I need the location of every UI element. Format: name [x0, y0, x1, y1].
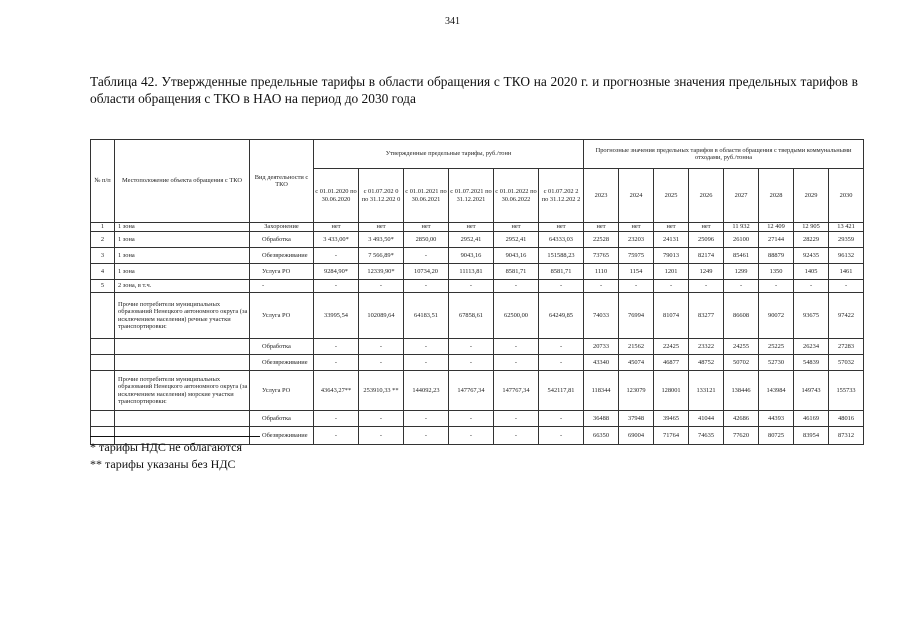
footnotes — [90, 439, 242, 473]
approved-tariff-cell: - — [359, 280, 404, 293]
forecast-tariff-cell: 45074 — [619, 355, 654, 371]
approved-tariff-cell: - — [404, 280, 449, 293]
row-location-cell — [115, 411, 250, 427]
approved-tariff-cell: - — [539, 339, 584, 355]
forecast-tariff-cell: - — [654, 280, 689, 293]
forecast-tariff-cell: - — [584, 280, 619, 293]
row-activity-cell: Захоронение — [250, 223, 314, 232]
forecast-tariff-cell: 27144 — [759, 232, 794, 248]
approved-tariff-cell: - — [359, 355, 404, 371]
header-forecast-year: 2026 — [689, 169, 724, 223]
approved-tariff-cell: нет — [314, 223, 359, 232]
forecast-tariff-cell: 1350 — [759, 264, 794, 280]
header-num: № п/п — [91, 140, 115, 223]
forecast-tariff-cell: 29359 — [829, 232, 864, 248]
forecast-tariff-cell: 118344 — [584, 371, 619, 411]
row-num-cell — [91, 339, 115, 355]
forecast-tariff-cell: 22528 — [584, 232, 619, 248]
forecast-tariff-cell: 71764 — [654, 427, 689, 445]
forecast-tariff-cell: 25225 — [759, 339, 794, 355]
forecast-tariff-cell: 83277 — [689, 293, 724, 339]
approved-tariff-cell: - — [449, 427, 494, 445]
row-activity-cell: Обезвреживание — [250, 427, 314, 445]
forecast-tariff-cell: 57032 — [829, 355, 864, 371]
forecast-tariff-cell: 42686 — [724, 411, 759, 427]
page-number: 341 — [445, 16, 460, 27]
forecast-tariff-cell: 75975 — [619, 248, 654, 264]
approved-tariff-cell: 33995,54 — [314, 293, 359, 339]
table-row — [91, 280, 864, 293]
approved-tariff-cell: нет — [494, 223, 539, 232]
forecast-tariff-cell: 36488 — [584, 411, 619, 427]
approved-tariff-cell: нет — [449, 223, 494, 232]
forecast-tariff-cell: 1461 — [829, 264, 864, 280]
approved-tariff-cell: 9043,16 — [449, 248, 494, 264]
forecast-tariff-cell: 24255 — [724, 339, 759, 355]
forecast-tariff-cell: 1201 — [654, 264, 689, 280]
approved-tariff-cell: 3 433,00* — [314, 232, 359, 248]
row-location-cell: Прочие потребители муниципальных образований Ненецкого автономного округа (за исключением населения) морские участки транспортировки: — [115, 371, 250, 411]
table-row — [91, 264, 864, 280]
forecast-tariff-cell: 69004 — [619, 427, 654, 445]
approved-tariff-cell: - — [404, 248, 449, 264]
forecast-tariff-cell: 77620 — [724, 427, 759, 445]
forecast-tariff-cell: 54839 — [794, 355, 829, 371]
forecast-tariff-cell: 79013 — [654, 248, 689, 264]
forecast-tariff-cell: 11 932 — [724, 223, 759, 232]
footnote-rule — [90, 436, 260, 437]
header-forecast-year: 2027 — [724, 169, 759, 223]
forecast-tariff-cell: 1110 — [584, 264, 619, 280]
forecast-tariff-cell: 80725 — [759, 427, 794, 445]
table-row — [91, 293, 864, 339]
approved-tariff-cell: - — [539, 411, 584, 427]
row-num-cell — [91, 411, 115, 427]
forecast-tariff-cell: 25096 — [689, 232, 724, 248]
row-activity-cell: Услуга РО — [250, 293, 314, 339]
approved-tariff-cell: 102089,64 — [359, 293, 404, 339]
approved-tariff-cell: 3 493,50* — [359, 232, 404, 248]
forecast-tariff-cell: 28229 — [794, 232, 829, 248]
approved-tariff-cell: - — [449, 339, 494, 355]
forecast-tariff-cell: - — [794, 280, 829, 293]
row-num-cell: 1 — [91, 223, 115, 232]
row-activity-cell: Обработка — [250, 339, 314, 355]
approved-tariff-cell: - — [449, 411, 494, 427]
forecast-tariff-cell: 37948 — [619, 411, 654, 427]
forecast-tariff-cell: 87312 — [829, 427, 864, 445]
forecast-tariff-cell: 149743 — [794, 371, 829, 411]
forecast-tariff-cell: 128001 — [654, 371, 689, 411]
header-forecast: Прогнозные значения предельных тарифов в области обращения с твердыми коммунальными отходами, руб./тонна — [584, 140, 864, 169]
forecast-tariff-cell: 1299 — [724, 264, 759, 280]
header-approved-period: с 01.01.2022 по 30.06.2022 — [494, 169, 539, 223]
forecast-tariff-cell: 23322 — [689, 339, 724, 355]
row-activity-cell: - — [250, 280, 314, 293]
forecast-tariff-cell: 92435 — [794, 248, 829, 264]
table-row — [91, 355, 864, 371]
header-activity: Вид деятельности с ТКО — [250, 140, 314, 223]
header-location: Местоположение объекта обращения с ТКО — [115, 140, 250, 223]
forecast-tariff-cell: 23203 — [619, 232, 654, 248]
approved-tariff-cell: - — [359, 339, 404, 355]
approved-tariff-cell: 11113,81 — [449, 264, 494, 280]
row-activity-cell: Обработка — [250, 411, 314, 427]
approved-tariff-cell: 2850,00 — [404, 232, 449, 248]
forecast-tariff-cell: 96132 — [829, 248, 864, 264]
forecast-tariff-cell: 143984 — [759, 371, 794, 411]
row-activity-cell: Услуга РО — [250, 264, 314, 280]
table-row — [91, 411, 864, 427]
forecast-tariff-cell: 155733 — [829, 371, 864, 411]
header-approved-period: с 01.01.2021 по 30.06.2021 — [404, 169, 449, 223]
forecast-tariff-cell: 27283 — [829, 339, 864, 355]
forecast-tariff-cell: 90072 — [759, 293, 794, 339]
approved-tariff-cell: - — [314, 427, 359, 445]
footnote-1: * тарифы НДС не облагаются — [90, 440, 242, 454]
forecast-tariff-cell: 86608 — [724, 293, 759, 339]
row-location-cell: Прочие потребители муниципальных образований Ненецкого автономного округа (за исключением населения) речные участки транспортировки: — [115, 293, 250, 339]
tariff-table — [90, 139, 864, 445]
forecast-tariff-cell: 133121 — [689, 371, 724, 411]
forecast-tariff-cell: 12 905 — [794, 223, 829, 232]
row-num-cell — [91, 371, 115, 411]
forecast-tariff-cell: - — [759, 280, 794, 293]
approved-tariff-cell: - — [314, 355, 359, 371]
header-forecast-year: 2030 — [829, 169, 864, 223]
row-num-cell: 2 — [91, 232, 115, 248]
table-row — [91, 232, 864, 248]
row-location-cell — [115, 355, 250, 371]
header-row-top — [91, 140, 864, 169]
forecast-tariff-cell: 88879 — [759, 248, 794, 264]
approved-tariff-cell: - — [449, 355, 494, 371]
approved-tariff-cell: 147767,34 — [449, 371, 494, 411]
forecast-tariff-cell: 24131 — [654, 232, 689, 248]
header-forecast-year: 2024 — [619, 169, 654, 223]
approved-tariff-cell: - — [494, 280, 539, 293]
approved-tariff-cell: - — [314, 248, 359, 264]
forecast-tariff-cell: 39465 — [654, 411, 689, 427]
row-activity-cell: Услуга РО — [250, 371, 314, 411]
approved-tariff-cell: 43643,27** — [314, 371, 359, 411]
forecast-tariff-cell: 13 421 — [829, 223, 864, 232]
forecast-tariff-cell: 97422 — [829, 293, 864, 339]
approved-tariff-cell: - — [314, 280, 359, 293]
header-approved-period: с 01.01.2020 по 30.06.2020 — [314, 169, 359, 223]
approved-tariff-cell: 144092,23 — [404, 371, 449, 411]
header-approved-period: с 01.07.2021 по 31.12.2021 — [449, 169, 494, 223]
forecast-tariff-cell: 50702 — [724, 355, 759, 371]
approved-tariff-cell: 7 566,89* — [359, 248, 404, 264]
row-num-cell: 3 — [91, 248, 115, 264]
table-row — [91, 223, 864, 232]
header-approved: Утвержденные предельные тарифы, руб./тонн — [314, 140, 584, 169]
approved-tariff-cell: - — [404, 411, 449, 427]
approved-tariff-cell: - — [539, 280, 584, 293]
forecast-tariff-cell: 83954 — [794, 427, 829, 445]
approved-tariff-cell: - — [314, 411, 359, 427]
forecast-tariff-cell: 73765 — [584, 248, 619, 264]
forecast-tariff-cell: 74635 — [689, 427, 724, 445]
forecast-tariff-cell: 48752 — [689, 355, 724, 371]
forecast-tariff-cell: нет — [584, 223, 619, 232]
row-location-cell: 2 зона, в т.ч. — [115, 280, 250, 293]
header-forecast-year: 2025 — [654, 169, 689, 223]
forecast-tariff-cell: - — [829, 280, 864, 293]
forecast-tariff-cell: нет — [654, 223, 689, 232]
approved-tariff-cell: 9043,16 — [494, 248, 539, 264]
row-location-cell: 1 зона — [115, 223, 250, 232]
forecast-tariff-cell: 82174 — [689, 248, 724, 264]
forecast-tariff-cell: 26234 — [794, 339, 829, 355]
forecast-tariff-cell: 76994 — [619, 293, 654, 339]
approved-tariff-cell: - — [359, 411, 404, 427]
approved-tariff-cell: - — [314, 339, 359, 355]
forecast-tariff-cell: 43340 — [584, 355, 619, 371]
approved-tariff-cell: 62500,00 — [494, 293, 539, 339]
approved-tariff-cell: 8581,71 — [494, 264, 539, 280]
approved-tariff-cell: - — [494, 339, 539, 355]
row-location-cell — [115, 339, 250, 355]
approved-tariff-cell: нет — [359, 223, 404, 232]
forecast-tariff-cell: 46877 — [654, 355, 689, 371]
approved-tariff-cell: 253910,33 ** — [359, 371, 404, 411]
row-activity-cell: Обезвреживание — [250, 355, 314, 371]
forecast-tariff-cell: 20733 — [584, 339, 619, 355]
forecast-tariff-cell: 26100 — [724, 232, 759, 248]
row-activity-cell: Обработка — [250, 232, 314, 248]
row-location-cell: 1 зона — [115, 248, 250, 264]
forecast-tariff-cell: 52730 — [759, 355, 794, 371]
row-num-cell — [91, 293, 115, 339]
forecast-tariff-cell: 93675 — [794, 293, 829, 339]
approved-tariff-cell: 2952,41 — [449, 232, 494, 248]
approved-tariff-cell: 64333,03 — [539, 232, 584, 248]
approved-tariff-cell: 10734,20 — [404, 264, 449, 280]
approved-tariff-cell: 64183,51 — [404, 293, 449, 339]
forecast-tariff-cell: 44393 — [759, 411, 794, 427]
row-location-cell: 1 зона — [115, 264, 250, 280]
approved-tariff-cell: 9284,90* — [314, 264, 359, 280]
table-row — [91, 371, 864, 411]
approved-tariff-cell: - — [359, 427, 404, 445]
forecast-tariff-cell: 123079 — [619, 371, 654, 411]
approved-tariff-cell: 12339,90* — [359, 264, 404, 280]
forecast-tariff-cell: 48016 — [829, 411, 864, 427]
forecast-tariff-cell: нет — [689, 223, 724, 232]
forecast-tariff-cell: - — [724, 280, 759, 293]
approved-tariff-cell: - — [539, 427, 584, 445]
forecast-tariff-cell: 85461 — [724, 248, 759, 264]
approved-tariff-cell: 64249,85 — [539, 293, 584, 339]
approved-tariff-cell: - — [449, 280, 494, 293]
header-forecast-year: 2029 — [794, 169, 829, 223]
forecast-tariff-cell: 66350 — [584, 427, 619, 445]
approved-tariff-cell: 147767,34 — [494, 371, 539, 411]
forecast-tariff-cell: 1405 — [794, 264, 829, 280]
forecast-tariff-cell: 1249 — [689, 264, 724, 280]
row-location-cell: 1 зона — [115, 232, 250, 248]
footnote-2: ** тарифы указаны без НДС — [90, 457, 236, 471]
approved-tariff-cell: - — [404, 339, 449, 355]
header-approved-period: с 01.07.202 2 по 31.12.202 2 — [539, 169, 584, 223]
forecast-tariff-cell: 12 409 — [759, 223, 794, 232]
approved-tariff-cell: 542117,81 — [539, 371, 584, 411]
forecast-tariff-cell: 1154 — [619, 264, 654, 280]
approved-tariff-cell: - — [404, 355, 449, 371]
approved-tariff-cell: нет — [539, 223, 584, 232]
approved-tariff-cell: 67858,61 — [449, 293, 494, 339]
table-body — [91, 223, 864, 445]
approved-tariff-cell: - — [494, 427, 539, 445]
forecast-tariff-cell: 41044 — [689, 411, 724, 427]
forecast-tariff-cell: нет — [619, 223, 654, 232]
forecast-tariff-cell: 81074 — [654, 293, 689, 339]
header-approved-period: с 01.07.202 0 по 31.12.202 0 — [359, 169, 404, 223]
approved-tariff-cell: 151588,23 — [539, 248, 584, 264]
forecast-tariff-cell: 46169 — [794, 411, 829, 427]
approved-tariff-cell: - — [494, 355, 539, 371]
table-caption: Таблица 42. Утвержденные предельные тарифы в области обращения с ТКО на 2020 г. и прогнозные значения предельных тарифов в области обращения с ТКО в НАО на период до 2030 года — [90, 74, 858, 106]
table-row — [91, 248, 864, 264]
forecast-tariff-cell: 74033 — [584, 293, 619, 339]
header-forecast-year: 2028 — [759, 169, 794, 223]
approved-tariff-cell: - — [539, 355, 584, 371]
forecast-tariff-cell: 22425 — [654, 339, 689, 355]
approved-tariff-cell: 8581,71 — [539, 264, 584, 280]
table-row — [91, 339, 864, 355]
row-activity-cell: Обезвреживание — [250, 248, 314, 264]
approved-tariff-cell: - — [494, 411, 539, 427]
row-num-cell — [91, 355, 115, 371]
row-num-cell: 4 — [91, 264, 115, 280]
header-forecast-year: 2023 — [584, 169, 619, 223]
forecast-tariff-cell: - — [619, 280, 654, 293]
approved-tariff-cell: - — [404, 427, 449, 445]
approved-tariff-cell: 2952,41 — [494, 232, 539, 248]
forecast-tariff-cell: - — [689, 280, 724, 293]
row-num-cell: 5 — [91, 280, 115, 293]
forecast-tariff-cell: 21562 — [619, 339, 654, 355]
approved-tariff-cell: нет — [404, 223, 449, 232]
forecast-tariff-cell: 138446 — [724, 371, 759, 411]
